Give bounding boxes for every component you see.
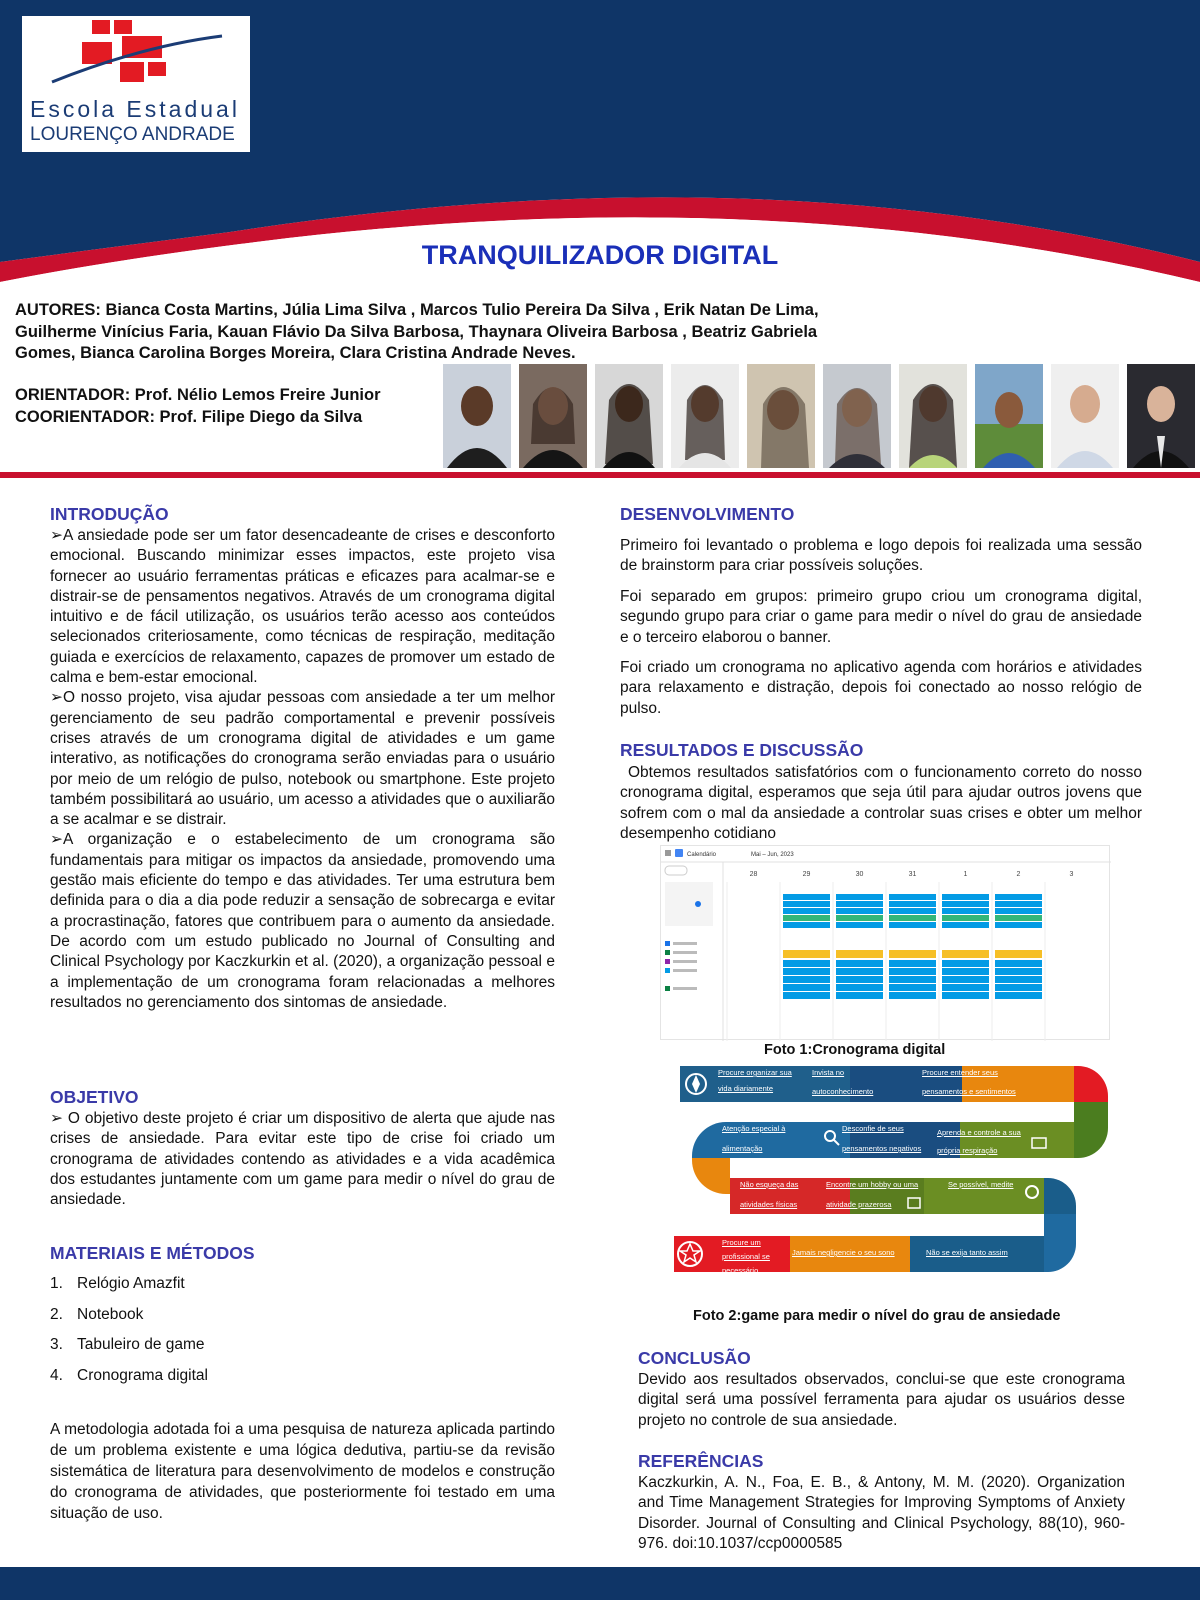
calendar-event [995, 922, 1042, 928]
authors-list: AUTORES: Bianca Costa Martins, Júlia Lima Silva , Marcos Tulio Pereira Da Silva , Erik Natan De Lima, Guilherme Vinícius Faria, Kauan Flávio Da Silva Barbosa, Thaynara Oliveira Barbosa , Beatriz Gabriela Gomes, Bianca Carolina Borges Moreira, Clara Cristina Andrade Neves. [15, 301, 819, 362]
calendar-day-label: 1 [963, 871, 968, 878]
calendar-day-label: 31 [908, 871, 917, 878]
board-label: Não se exija tanto assim [926, 1248, 1008, 1257]
logo-text-line1: Escola Estadual [30, 96, 240, 122]
board-label: autoconhecimento [812, 1087, 874, 1096]
calendar-event [995, 968, 1042, 975]
calendar-event [889, 960, 936, 967]
foto2-caption: Foto 2:game para medir o nível do grau de ansiedade [693, 1308, 1061, 1324]
calendar-event [783, 968, 830, 975]
desenvolvimento-paragraph: Foi criado um cronograma no aplicativo agenda com horários e atividades para relaxamento e distração, depois foi conectado ao nosso relógio de pulso. [620, 659, 1142, 717]
calendar-event [942, 915, 989, 921]
calendar-event [889, 915, 936, 921]
desenvolvimento-paragraph: Foi separado em grupos: primeiro grupo criou um cronograma digital, segundo grupo para criar o game para medir o nível do grau de ansiedade e o terceiro elaborou o banner. [620, 588, 1142, 646]
calendar-event [942, 922, 989, 928]
calendar-event [783, 976, 830, 983]
calendar-event [942, 960, 989, 967]
materials-list [50, 1275, 450, 1397]
calendar-event [889, 950, 936, 958]
board-label: atividade prazerosa [826, 1200, 892, 1209]
calendar-event [889, 992, 936, 999]
logo-text-line2: LOURENÇO ANDRADE [30, 124, 235, 145]
team-photo [823, 364, 891, 468]
coadvisor: COORIENTADOR: Prof. Filipe Diego da Silva [15, 408, 363, 426]
calendar-event [942, 984, 989, 991]
calendar-event [783, 915, 830, 921]
calendar-range: Mai – Jun, 2023 [751, 852, 794, 858]
calendar-event [995, 992, 1042, 999]
calendar-event [889, 984, 936, 991]
resultados-body: Obtemos resultados satisfatórios com o funcionamento correto do nosso cronograma digital, esperamos que seja útil para ajudar outros jovens que sofrem com o mal da ansiedade a controlar suas crises e obter um melhor desempenho cotidiano [620, 764, 1142, 842]
calendar-event [995, 976, 1042, 983]
calendar-event [995, 960, 1042, 967]
foto1-caption: Foto 1:Cronograma digital [764, 1042, 946, 1058]
introducao-paragraph: ➢A ansiedade pode ser um fator desencadeante de crises e desconforto emocional. Buscando minimizar esses impactos, este projeto visa fornecer ao usuário ferramentas práticas e eficazes para acalmar-se e distrair-se de pensamentos negativos. Através de um cronograma digital intuitivo e de fácil utilização, os usuários terão acesso aos conteúdos selecionados criteriosamente, como técnicas de respiração, meditação guiada e exercícios de relaxamento, capazes de promover um estado de calma e bem-estar emocional. [50, 527, 555, 687]
calendar-event [783, 984, 830, 991]
board-label: Não esqueça das [740, 1180, 799, 1189]
calendar-day-label: 28 [749, 871, 758, 878]
calendar-event [836, 922, 883, 928]
calendar-event [889, 976, 936, 983]
board-label: pensamentos e sentimentos [922, 1087, 1016, 1096]
team-photo [899, 364, 967, 468]
calendar-event [942, 992, 989, 999]
calendar-event [783, 960, 830, 967]
board-label: Procure entender seus [922, 1068, 998, 1077]
calendar-event [942, 908, 989, 914]
board-label: Atenção especial à [722, 1124, 786, 1133]
board-label: Encontre um hobby ou uma [826, 1180, 919, 1189]
list-item: 4. Cronograma digital [50, 1366, 208, 1384]
calendar-event [783, 922, 830, 928]
calendar-event [836, 915, 883, 921]
referencias-heading: REFERÊNCIAS [638, 1451, 764, 1471]
calendar-event [942, 894, 989, 900]
team-photo [1127, 364, 1195, 468]
board-label: própria respiração [937, 1146, 998, 1155]
board-label: Aprenda e controle a sua [937, 1128, 1021, 1137]
team-photo [519, 364, 587, 468]
board-label: pensamentos negativos [842, 1144, 922, 1153]
board-label: Invista no [812, 1068, 845, 1077]
objetivo-heading: OBJETIVO [50, 1087, 139, 1107]
list-item: 3. Tabuleiro de game [50, 1336, 205, 1353]
calendar-app-name: Calendário [687, 852, 717, 858]
school-logo [22, 16, 250, 152]
calendar-event [783, 992, 830, 999]
metodologia-body: A metodologia adotada foi a uma pesquisa de natureza aplicada partindo de um problema existente e uma lógica dedutiva, partiu-se da revisão sistemática de literatura para desenvolvimento de modelos e construção do cronograma de atividades, que posteriormente foi testado em uma situação de uso. [50, 1421, 555, 1522]
calendar-event [889, 908, 936, 914]
logo-emblem [22, 16, 250, 96]
calendar-grid [661, 846, 1111, 1041]
footer-band [0, 1567, 1200, 1600]
list-item: 2. Notebook [50, 1305, 144, 1323]
calendar-screenshot [660, 845, 1110, 1040]
objetivo-body: ➢ O objetivo deste projeto é criar um dispositivo de alerta que ajude nas crises de ansiedade. Para evitar este tipo de crise foi criado um cronograma de atividades contendo as atividades e a vida acadêmica dos estudantes juntamente com um game para medir o nível do grau de ansiedade. [50, 1110, 555, 1209]
calendar-event [995, 908, 1042, 914]
board-label: Procure um [722, 1238, 761, 1247]
calendar-event [889, 894, 936, 900]
board-label: alimentação [722, 1144, 763, 1153]
introducao-body [50, 526, 555, 1013]
board-label: Jamais negligencie o seu sono [792, 1248, 895, 1257]
calendar-event [995, 950, 1042, 958]
calendar-event [942, 950, 989, 958]
board-label: profissional se [722, 1252, 770, 1261]
team-photo [1051, 364, 1119, 468]
calendar-event [836, 968, 883, 975]
board-label: necessário [722, 1266, 759, 1275]
calendar-event [783, 894, 830, 900]
mini-month [665, 882, 713, 926]
calendar-event [836, 976, 883, 983]
calendar-day-label: 29 [802, 871, 811, 878]
materiais-heading: MATERIAIS E MÉTODOS [50, 1243, 255, 1263]
board-label: vida diariamente [718, 1084, 774, 1093]
calendar-event [942, 968, 989, 975]
list-item: 1. Relógio Amazfit [50, 1275, 185, 1292]
calendar-event [995, 915, 1042, 921]
calendar-event [783, 908, 830, 914]
calendar-day-label: 3 [1069, 871, 1074, 878]
calendar-event [836, 984, 883, 991]
calendar-app-icon [675, 849, 683, 857]
board-label: Se possível, medite [948, 1180, 1014, 1189]
anxiety-board-game [660, 1058, 1110, 1308]
calendar-event [942, 901, 989, 907]
calendar-event [836, 908, 883, 914]
calendar-event [836, 901, 883, 907]
board-label: Desconfie de seus [842, 1124, 904, 1133]
calendar-event [942, 976, 989, 983]
team-photo [671, 364, 739, 468]
calendar-day-label: 30 [855, 871, 864, 878]
calendar-event [836, 894, 883, 900]
conclusao-body: Devido aos resultados observados, conclui-se que este cronograma digital será uma possível ferramenta para ajudar os usuários desse projeto no controle de sua ansiedade. [638, 1371, 1125, 1429]
team-photo [747, 364, 815, 468]
desenvolvimento-heading: DESENVOLVIMENTO [620, 504, 795, 524]
calendar-event [995, 894, 1042, 900]
conclusao-heading: CONCLUSÃO [638, 1348, 751, 1368]
calendar-event [889, 901, 936, 907]
introducao-paragraph: ➢A organização e o estabelecimento de um cronograma são fundamentais para mitigar os impactos da ansiedade, promovendo uma gestão mais eficiente do tempo e das atividades. Ter uma estrutura bem definida para o dia a dia pode reduzir a sensação de sobrecarga e evitar a procrastinação, fatores que contribuem para o aumento da ansiedade. De acordo com um estudo publicado no Journal of Consulting and Clinical Psychology por Kaczkurkin et al. (2020), a organização pessoal e a implementação de um cronograma foram relacionadas a melhores resultados no gerenciamento dos sintomas de ansiedade. [50, 831, 555, 1011]
calendar-event [995, 984, 1042, 991]
header-divider [0, 472, 1200, 478]
calendar-event [836, 992, 883, 999]
poster-title: TRANQUILIZADOR DIGITAL [421, 240, 779, 270]
team-photo [975, 364, 1043, 468]
calendar-event [836, 960, 883, 967]
referencias-body: Kaczkurkin, A. N., Foa, E. B., & Antony, M. M. (2020). Organization and Time Management Strategies for Improving Symptoms of Anxiety Disorder. Journal of Consulting and Clinical Psychology, 88(10), 960-976. doi:10.1037/ccp0000585 [638, 1474, 1125, 1552]
calendar-day-label: 2 [1016, 871, 1021, 878]
desenvolvimento-paragraph: Primeiro foi levantado o problema e logo depois foi realizada uma sessão de brainstorm para criar possíveis soluções. [620, 537, 1142, 575]
board-label: Procure organizar sua [718, 1068, 792, 1077]
calendar-event [783, 901, 830, 907]
advisor: ORIENTADOR: Prof. Nélio Lemos Freire Junior [15, 386, 381, 404]
calendar-event [783, 950, 830, 958]
team-photo [443, 364, 511, 468]
introducao-heading: INTRODUÇÃO [50, 504, 169, 524]
calendar-event [889, 968, 936, 975]
calendar-event [995, 901, 1042, 907]
menu-icon [665, 850, 671, 856]
calendar-event [836, 950, 883, 958]
resultados-heading: RESULTADOS E DISCUSSÃO [620, 740, 864, 760]
introducao-paragraph: ➢O nosso projeto, visa ajudar pessoas com ansiedade a ter um melhor gerenciamento de seu padrão comportamental e prevenir possíveis crises através de um cronograma digital de atividades e um game interativo, as notificações do cronograma serão enviadas para o usuário por meio de um relógio de pulso, notebook ou smartphone. Este projeto também possibilitará ao usuário, um acesso a atividades que o auxiliarão a se acalmar e se distrair. [50, 689, 555, 829]
calendar-event [889, 922, 936, 928]
team-photo [595, 364, 663, 468]
board-label: atividades físicas [740, 1200, 798, 1209]
